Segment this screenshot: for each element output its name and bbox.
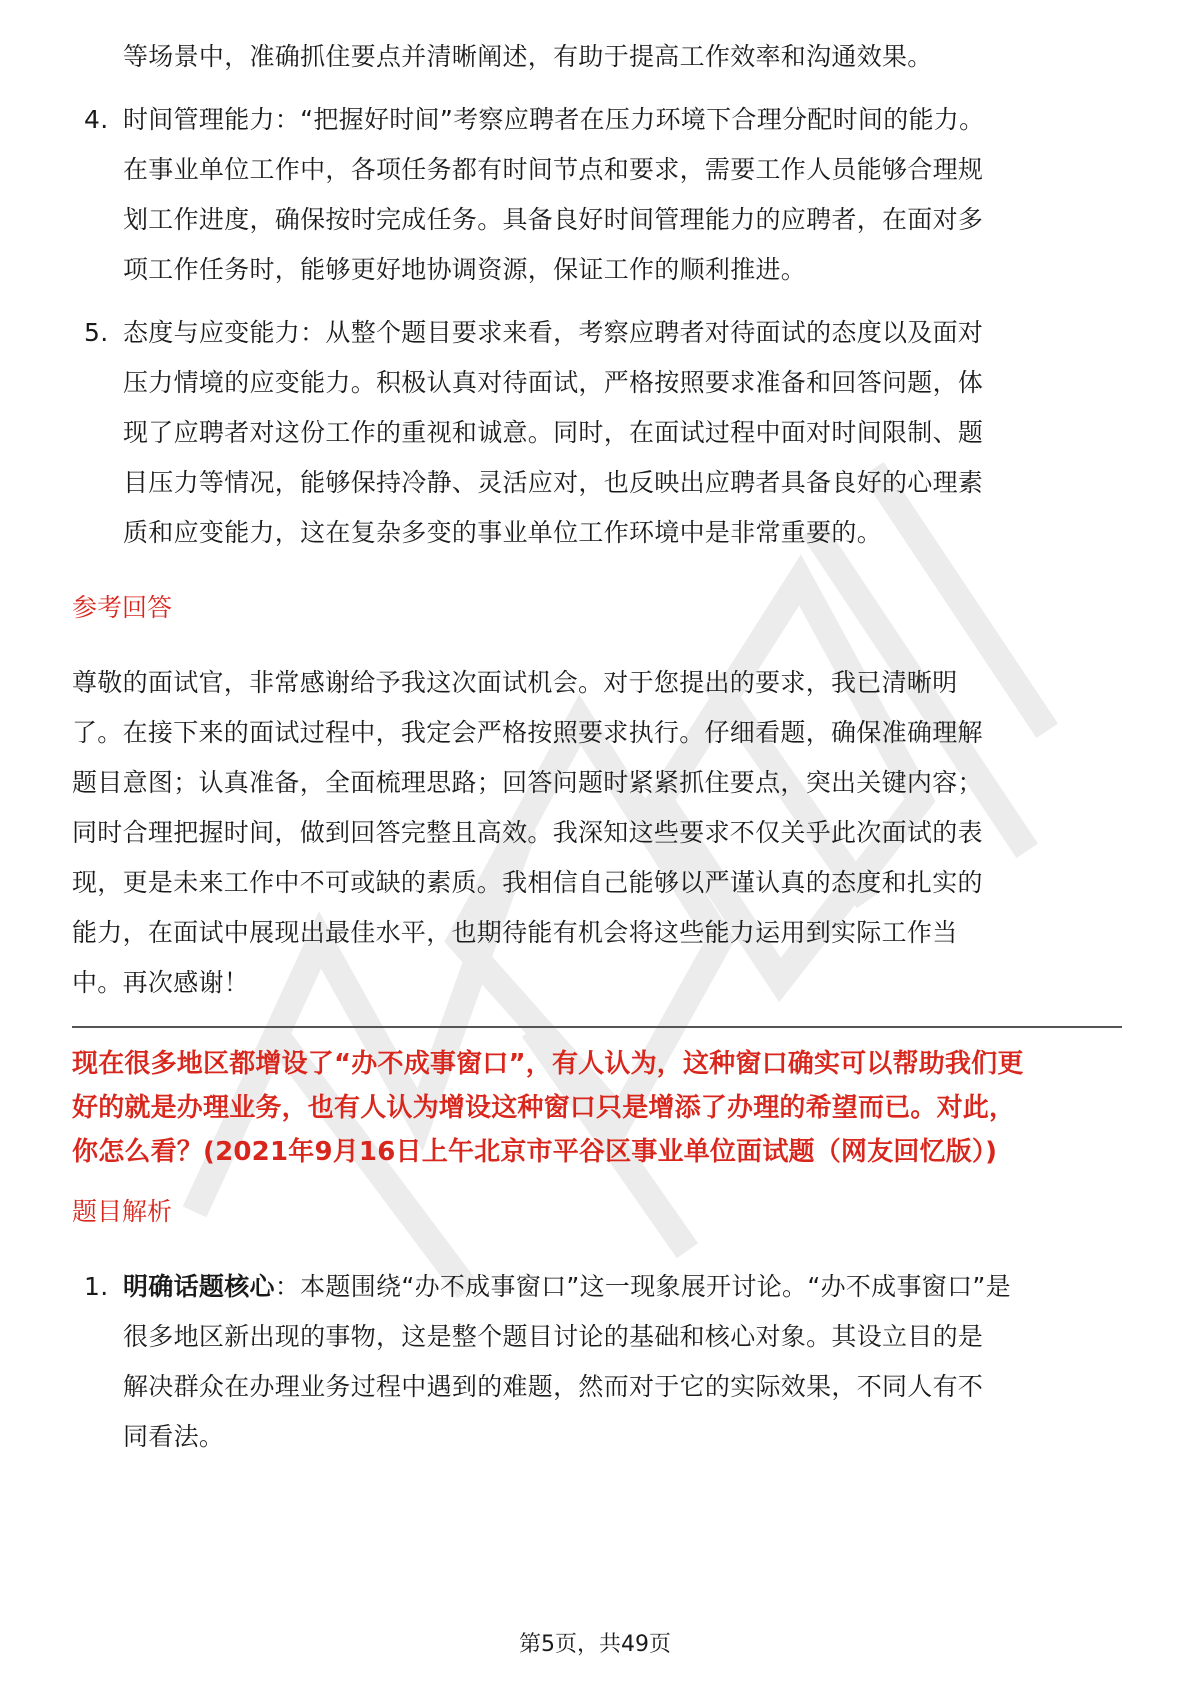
analysis-item-1 [72,1262,1122,1462]
page-footer: 第5页，共49页 [519,1632,671,1657]
list-item-line: 5. 态度与应变能力：从整个题目要求来看，考察应聘者对待面试的态度以及面对 [72,308,1122,358]
list-item-line: 1. 明确话题核心：本题围绕“办不成事窗口”这一现象展开讨论。“办不成事窗口”是 [72,1262,1122,1312]
question-line: 好的就是办理业务，也有人认为增设这种窗口只是增添了办理的希望而已。对此， [72,1093,1016,1123]
paragraph-line: 等场景中，准确抓住要点并清晰阐述，有助于提高工作效率和沟通效果。 [123,42,933,71]
list-item-line: 划工作进度，确保按时完成任务。具备良好时间管理能力的应聘者，在面对多 [123,205,984,234]
list-item-line: 现了应聘者对这份工作的重视和诚意。同时，在面试过程中面对时间限制、题 [123,418,984,447]
list-item-line: 在事业单位工作中，各项任务都有时间节点和要求，需要工作人员能够合理规 [123,155,984,184]
paragraph-line: 能力，在面试中展现出最佳水平，也期待能有机会将这些能力运用到实际工作当 [72,918,958,947]
question-line: 现在很多地区都增设了“办不成事窗口”，有人认为，这种窗口确实可以帮助我们更 [72,1049,1024,1079]
list-item-5 [72,308,1122,558]
list-item-line: 解决群众在办理业务过程中遇到的难题，然而对于它的实际效果，不同人有不 [123,1372,984,1401]
paragraph-line: 现，更是未来工作中不可或缺的素质。我相信自己能够以严谨认真的态度和扎实的 [72,868,983,897]
list-number: 4. [84,105,109,134]
list-item-4 [72,95,1122,295]
list-item-line: 同看法。 [123,1422,225,1451]
content-column [72,32,1122,1462]
list-item-line: 质和应变能力，这在复杂多变的事业单位工作环境中是非常重要的。 [123,518,883,547]
list-number: 5. [84,318,109,347]
question-line: 你怎么看？(2021年9月16日上午北京市平谷区事业单位面试题（网友回忆版）) [72,1137,998,1167]
list-item-line: 4. 时间管理能力：“把握好时间”考察应聘者在压力环境下合理分配时间的能力。 [72,95,1122,145]
list-item-line: 项工作任务时，能够更好地协调资源，保证工作的顺利推进。 [123,255,807,284]
list-item-line: 压力情境的应变能力。积极认真对待面试，严格按照要求准备和回答问题，体 [123,368,984,397]
paragraph-line: 同时合理把握时间，做到回答完整且高效。我深知这些要求不仅关乎此次面试的表 [72,818,983,847]
answer-paragraph [72,658,1122,1008]
item-bold-lead: 明确话题核心 [123,1272,275,1301]
paragraph-line: 题目意图；认真准备，全面梳理思路；回答问题时紧紧抓住要点，突出关键内容； [72,768,983,797]
analysis-heading: 题目解析 [72,1197,173,1226]
paragraph-line: 中。再次感谢！ [72,968,250,997]
question-text [72,1042,1122,1174]
list-item-line: 目压力等情况，能够保持冷静、灵活应对，也反映出应聘者具备良好的心理素 [123,468,984,497]
list-number: 1. [84,1272,109,1301]
paragraph-line: 尊敬的面试官，非常感谢给予我这次面试机会。对于您提出的要求，我已清晰明 [72,668,958,697]
answer-heading: 参考回答 [72,593,173,622]
list-item-line: 很多地区新出现的事物，这是整个题目讨论的基础和核心对象。其设立目的是 [123,1322,984,1351]
paragraph-line: 了。在接下来的面试过程中，我定会严格按照要求执行。仔细看题，确保准确理解 [72,718,983,747]
section-divider [72,1026,1122,1028]
